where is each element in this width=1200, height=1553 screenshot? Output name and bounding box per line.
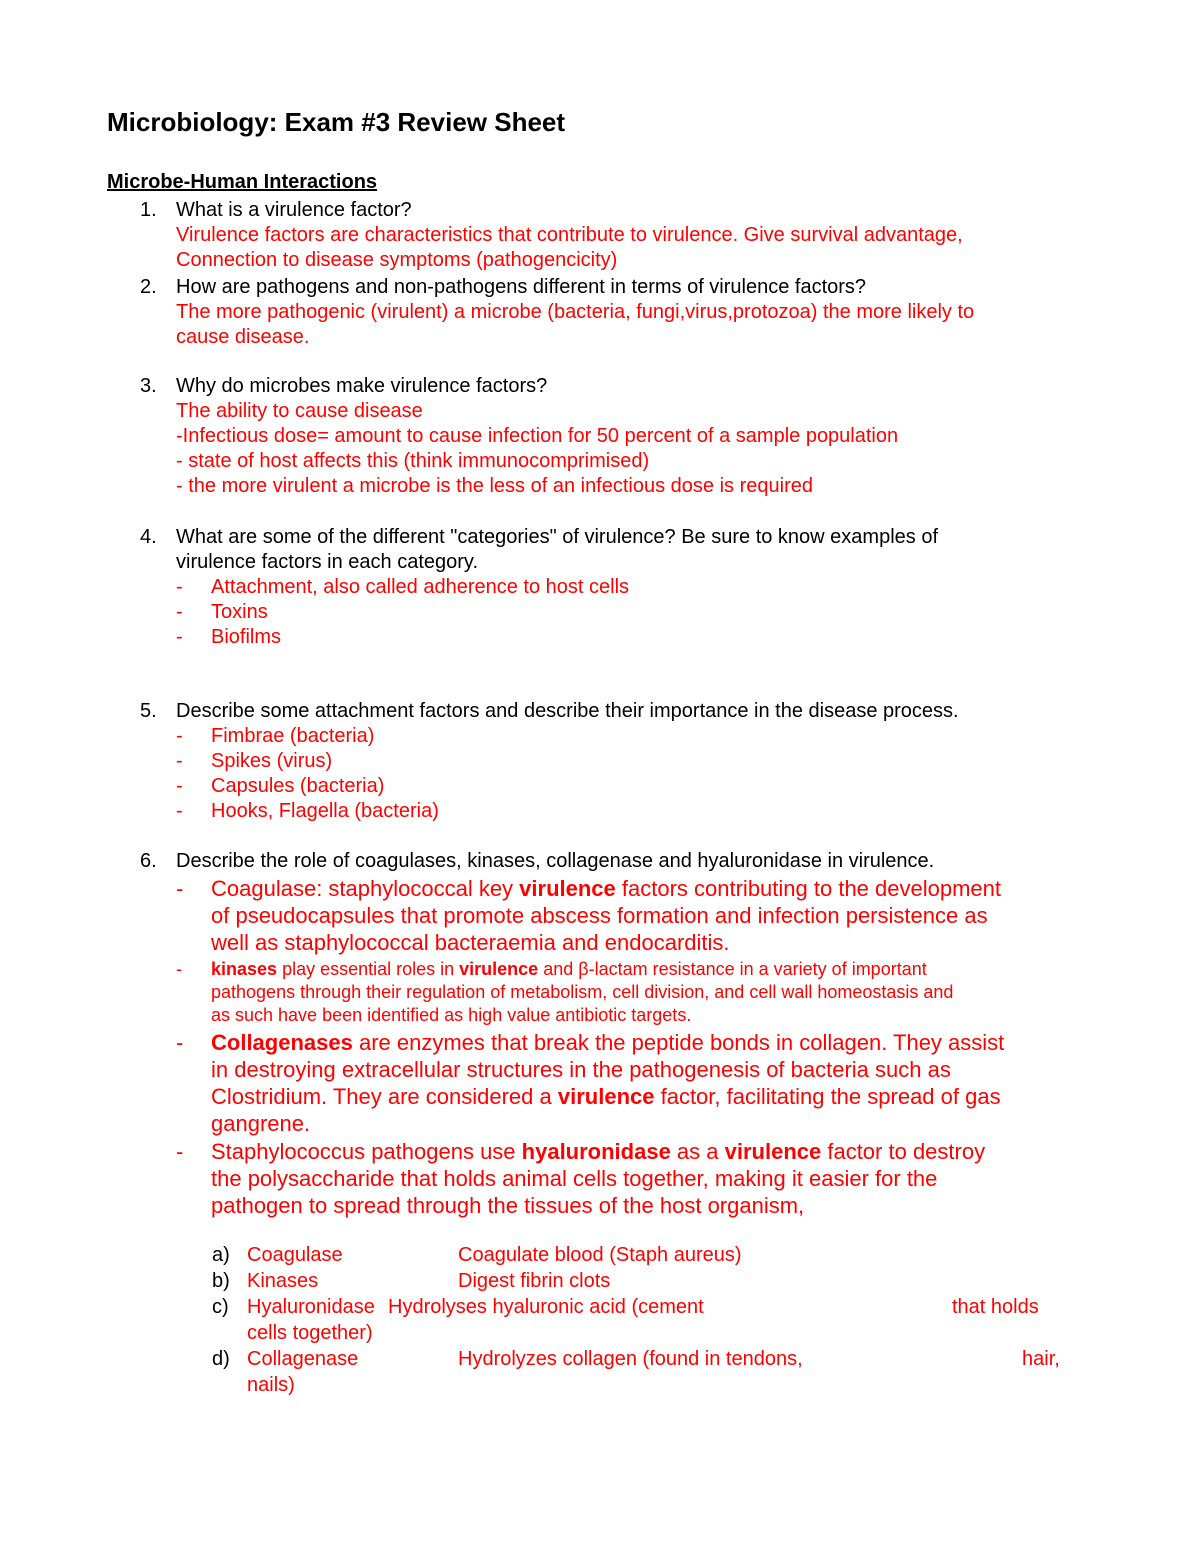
kinases-line: kinases play essential roles in virulence and β-lactam resistance in a variety of important	[211, 959, 927, 979]
hyaluronidase-line: pathogen to spread through the tissues of the host organism,	[211, 1193, 805, 1218]
question-text: What are some of the different "categories" of virulence? Be sure to know examples of	[176, 526, 939, 548]
enzyme-description-end: hair,	[1022, 1348, 1060, 1370]
enzyme-description: Hydrolyses hyaluronic acid (cement	[388, 1296, 704, 1318]
answer-line: Connection to disease symptoms (pathogencicity)	[176, 249, 618, 271]
bullet-marker: -	[176, 601, 183, 623]
bullet-item: Capsules (bacteria)	[211, 775, 385, 797]
list-letter: b)	[212, 1270, 230, 1292]
bullet-item: Attachment, also called adherence to host cells	[211, 576, 630, 598]
bullet-marker: -	[176, 725, 183, 747]
collagenases-line: in destroying extracellular structures in the pathogenesis of bacteria such as	[211, 1057, 951, 1082]
enzyme-description-cont: cells together)	[247, 1322, 373, 1344]
enzyme-description-cont: nails)	[247, 1374, 295, 1396]
question-text: What is a virulence factor?	[176, 199, 412, 221]
bullet-marker: -	[176, 800, 183, 822]
question-text: How are pathogens and non-pathogens different in terms of virulence factors?	[176, 276, 867, 298]
bullet-item: Hooks, Flagella (bacteria)	[211, 800, 439, 822]
enzyme-description: Hydrolyzes collagen (found in tendons,	[458, 1348, 803, 1370]
question-text: Why do microbes make virulence factors?	[176, 375, 548, 397]
page-title: Microbiology: Exam #3 Review Sheet	[107, 107, 566, 137]
answer-line: The more pathogenic (virulent) a microbe (bacteria, fungi,virus,protozoa) the more likely to	[176, 301, 975, 323]
question-number: 4.	[140, 526, 157, 548]
coagulase-line: Coagulase: staphylococcal key virulence factors contributing to the development	[211, 876, 1002, 901]
enzyme-description: Digest fibrin clots	[458, 1270, 611, 1292]
enzyme-name: Coagulase	[247, 1244, 343, 1266]
question-text: Describe the role of coagulases, kinases, collagenase and hyaluronidase in virulence.	[176, 850, 935, 872]
list-letter: a)	[212, 1244, 230, 1266]
section-heading: Microbe-Human Interactions	[107, 171, 378, 193]
bullet-marker: -	[176, 750, 183, 772]
bullet-marker: -	[176, 775, 183, 797]
list-letter: c)	[212, 1296, 229, 1318]
collagenases-line: Clostridium. They are considered a virulence factor, facilitating the spread of gas	[211, 1084, 1001, 1109]
collagenases-line: Collagenases are enzymes that break the peptide bonds in collagen. They assist	[211, 1030, 1005, 1055]
coagulase-line: of pseudocapsules that promote abscess formation and infection persistence as	[211, 903, 988, 928]
question-number: 1.	[140, 199, 157, 221]
enzyme-description-end: that holds	[952, 1296, 1039, 1318]
bullet-marker: -	[176, 576, 183, 598]
enzyme-name: Kinases	[247, 1270, 319, 1292]
hyaluronidase-line: Staphylococcus pathogens use hyaluronidase as a virulence factor to destroy	[211, 1139, 986, 1164]
bullet-item: Toxins	[211, 601, 268, 623]
bullet-marker: -	[176, 1139, 184, 1164]
bullet-item: Spikes (virus)	[211, 750, 333, 772]
bullet-marker: -	[176, 1030, 184, 1055]
answer-line: cause disease.	[176, 326, 310, 348]
answer-line: -Infectious dose= amount to cause infection for 50 percent of a sample population	[176, 425, 899, 447]
answer-line: - the more virulent a microbe is the less of an infectious dose is required	[176, 475, 813, 497]
bullet-item: Fimbrae (bacteria)	[211, 725, 375, 747]
list-letter: d)	[212, 1348, 230, 1370]
question-number: 5.	[140, 700, 157, 722]
enzyme-name: Hyaluronidase	[247, 1296, 375, 1318]
answer-line: - state of host affects this (think immunocomprimised)	[176, 450, 650, 472]
question-text: virulence factors in each category.	[176, 551, 479, 573]
kinases-line: as such have been identified as high value antibiotic targets.	[211, 1005, 692, 1025]
enzyme-name: Collagenase	[247, 1348, 359, 1370]
bullet-item: Biofilms	[211, 626, 282, 648]
collagenases-line: gangrene.	[211, 1111, 311, 1136]
enzyme-description: Coagulate blood (Staph aureus)	[458, 1244, 742, 1266]
answer-line: The ability to cause disease	[176, 400, 423, 422]
question-number: 3.	[140, 375, 157, 397]
hyaluronidase-line: the polysaccharide that holds animal cells together, making it easier for the	[211, 1166, 938, 1191]
question-number: 6.	[140, 850, 157, 872]
bullet-marker: -	[176, 626, 183, 648]
bullet-marker: -	[176, 959, 182, 979]
kinases-line: pathogens through their regulation of metabolism, cell division, and cell wall homeostasis and	[211, 982, 954, 1002]
question-text: Describe some attachment factors and describe their importance in the disease process.	[176, 700, 959, 722]
coagulase-line: well as staphylococcal bacteraemia and endocarditis.	[211, 930, 730, 955]
question-number: 2.	[140, 276, 157, 298]
bullet-marker: -	[176, 876, 184, 901]
answer-line: Virulence factors are characteristics that contribute to virulence. Give survival advantage,	[176, 224, 963, 246]
